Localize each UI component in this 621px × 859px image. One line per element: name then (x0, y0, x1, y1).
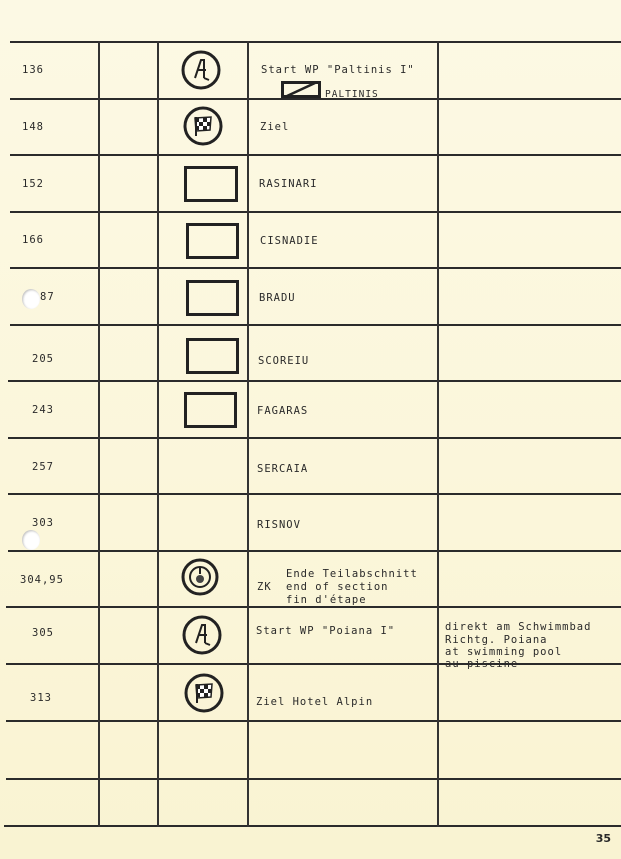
page-number: 35 (595, 832, 611, 845)
instruction-text: end of section (286, 581, 389, 593)
control-prefix: ZK (257, 581, 272, 593)
remark-text: direkt am Schwimmbad (445, 621, 592, 633)
town-name: RASINARI (259, 178, 318, 190)
km-value: 152 (22, 178, 44, 190)
row-divider (10, 211, 621, 213)
instruction-text: Start WP "Paltinis I" (261, 64, 415, 76)
finish-flag-icon (182, 105, 224, 147)
km-value: 243 (32, 404, 54, 416)
town-sign-icon (186, 280, 239, 316)
row-divider (10, 267, 621, 269)
km-value: 305 (32, 627, 54, 639)
km-value: 148 (22, 121, 44, 133)
km-value: 136 (22, 64, 44, 76)
instruction-text: Ziel (260, 121, 290, 133)
instruction-text: Ziel Hotel Alpin (256, 696, 374, 708)
km-value: 205 (32, 353, 54, 365)
town-name: SERCAIA (257, 463, 309, 475)
finish-flag-icon (183, 672, 225, 714)
town-sign-icon (186, 223, 239, 259)
row-divider (10, 98, 621, 100)
column-divider (437, 41, 439, 827)
start-stage-icon (180, 49, 222, 91)
km-value: 313 (30, 692, 52, 704)
instruction-text: Start WP "Poiana I" (256, 625, 396, 637)
row-divider (8, 380, 621, 382)
row-divider (8, 437, 621, 439)
punch-hole (22, 289, 40, 309)
town-name: FAGARAS (257, 405, 309, 417)
town-sign-label: PALTINIS (325, 89, 379, 100)
remark-text: au piscine (445, 658, 519, 670)
town-name: RISNOV (257, 519, 301, 531)
town-name: CISNADIE (260, 235, 319, 247)
row-divider (4, 825, 621, 827)
town-sign-icon (184, 392, 237, 428)
column-divider (247, 41, 249, 827)
column-divider (157, 41, 159, 827)
km-value: 304,95 (20, 574, 64, 586)
km-value: 87 (40, 291, 55, 303)
town-name: BRADU (259, 292, 296, 304)
row-divider (8, 493, 621, 495)
town-name: SCOREIU (258, 355, 310, 367)
row-divider (10, 41, 621, 43)
row-divider (10, 324, 621, 326)
km-value: 257 (32, 461, 54, 473)
punch-hole (22, 530, 40, 550)
time-control-icon (180, 557, 220, 597)
row-divider (8, 550, 621, 552)
town-sign-icon (184, 166, 238, 202)
start-stage-icon (181, 614, 223, 656)
km-value: 166 (22, 234, 44, 246)
column-divider (98, 41, 100, 827)
remark-text: at swimming pool (445, 646, 563, 658)
instruction-text: fin d'étape (286, 594, 367, 606)
instruction-text: Ende Teilabschnitt (286, 568, 418, 580)
town-exit-sign-icon (281, 81, 321, 98)
town-sign-icon (186, 338, 239, 374)
remark-text: Richtg. Poiana (445, 634, 548, 646)
km-value: 303 (32, 517, 54, 529)
row-divider (10, 154, 621, 156)
